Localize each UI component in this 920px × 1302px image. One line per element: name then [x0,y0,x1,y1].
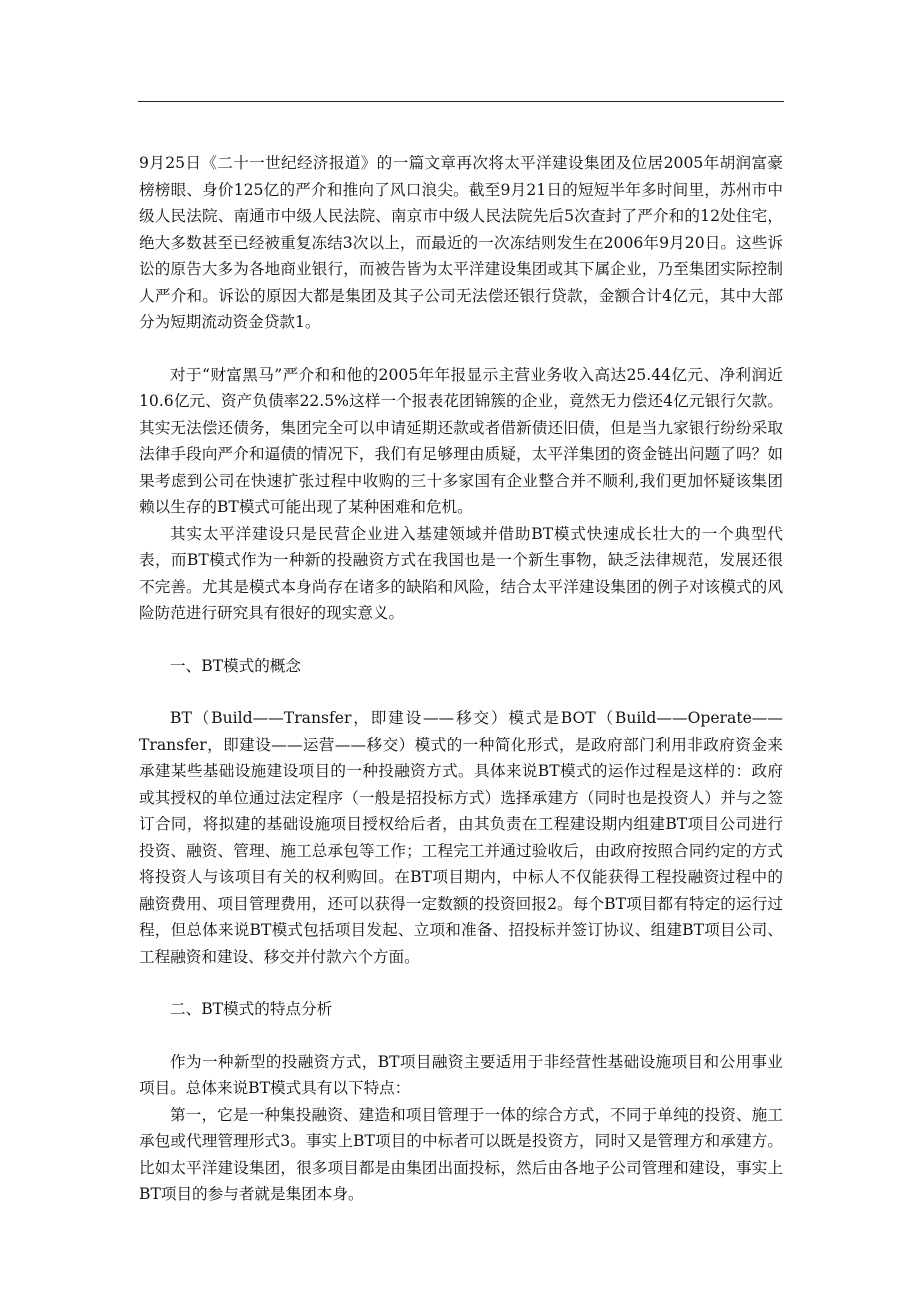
paragraph-intro: 9月25日《二十一世纪经济报道》的一篇文章再次将太平洋建设集团及位居2005年胡润富豪榜榜眼、身价125亿的严介和推向了风口浪尖。截至9月21日的短短半年多时间里，苏州市中级人民法院、南通市中级人民法院、南京市中级人民法院先后5次查封了严介和的12处住宅，绝大多数甚至已经被重复冻结3次以上，而最近的一次冻结则发生在2006年9月20日。这些诉讼的原告大多为各地商业银行，而被告皆为太平洋建设集团或其下属企业，乃至集团实际控制人严介和。诉讼的原因大都是集团及其子公司无法偿还银行贷款，金额合计4亿元，其中大部分为短期流动资金贷款1。 [139,154,783,331]
paragraph-bt-representative: 其实太平洋建设只是民营企业进入基建领域并借助BT模式快速成长壮大的一个典型代表，而BT模式作为一种新的投融资方式在我国也是一个新生事物，缺乏法律规范，发展还很不完善。尤其是模式本身尚存在诸多的缺陷和风险，结合太平洋建设集团的例子对该模式的风险防范进行研究具有很好的现实意义。 [139,524,783,622]
header-rule [138,101,784,102]
section-heading-concept: 一、BT模式的概念 [170,656,302,675]
paragraph-feature-first: 第一，它是一种集投融资、建造和项目管理于一体的综合方式，不同于单纯的投资、施工承包或代理管理形式3。事实上BT项目的中标者可以既是投资方，同时又是管理方和承建方。比如太平洋建设集团，很多项目都是由集团出面投标，然后由各地子公司管理和建设，事实上BT项目的参与者就是集团本身。 [139,1105,783,1203]
paragraph-features-intro: 作为一种新型的投融资方式，BT项目融资主要适用于非经营性基础设施项目和公用事业项目。总体来说BT模式具有以下特点： [139,1052,783,1097]
paragraph-bt-definition: BT（Build——Transfer，即建设——移交）模式是BOT（Build——Operate——Transfer，即建设——运营——移交）模式的一种简化形式，是政府部门利用非政府资金来承建某些基础设施建设项目的一种投融资方式。具体来说BT模式的运作过程是这样的：政府或其授权的单位通过法定程序（一般是招投标方式）选择承建方（同时也是投资人）并与之签订合同，将拟建的基础设施项目授权给后者，由其负责在工程建设期内组建BT项目公司进行投资、融资、管理、施工总承包等工作；工程完工并通过验收后，由政府按照合同约定的方式将投资人与该项目有关的权利购回。在BT项目期内，中标人不仅能获得工程投融资过程中的融资费用、项目管理费用，还可以获得一定数额的投资回报2。每个BT项目都有特定的运行过程，但总体来说BT模式包括项目发起、立项和准备、招投标并签订协议、组建BT项目公司、工程融资和建设、移交并付款六个方面。 [139,709,783,966]
document-body [139,150,783,1208]
section-heading-features: 二、BT模式的特点分析 [170,1000,333,1018]
paragraph-financial-question: 对于“财富黑马”严介和和他的2005年年报显示主营业务收入高达25.44亿元、净利润近10.6亿元、资产负债率22.5%这样一个报表花团锦簇的企业，竟然无力偿还4亿元银行欠款。其实无法偿还债务，集团完全可以申请延期还款或者借新债还旧债，但是当九家银行纷纷采取法律手段向严介和逼债的情况下，我们有足够理由质疑，太平洋集团的资金链出问题了吗？如果考虑到公司在快速扩张过程中收购的三十多家国有企业整合并不顺利,我们更加怀疑该集团赖以生存的BT模式可能出现了某种困难和危机。 [139,365,783,516]
